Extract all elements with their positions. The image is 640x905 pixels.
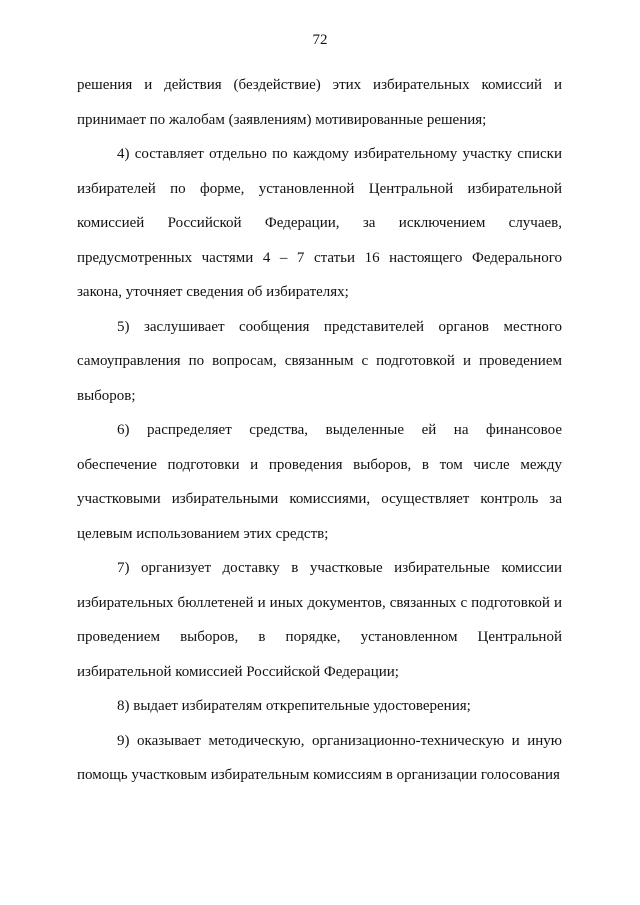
- paragraph-item-4: 4) составляет отдельно по каждому избирательному участку списки избирателей по форме, установленной Центральной избирательной комиссией Российской Федерации, за исключением случаев, предусмотренных частями 4 – 7 статьи 16 настоящего Федерального закона, уточняет сведения об избирателях;: [77, 146, 562, 300]
- page-number: 72: [312, 32, 328, 48]
- paragraph-continued: решения и действия (бездействие) этих избирательных комиссий и принимает по жалобам (заявлениям) мотивированные решения;: [77, 77, 562, 128]
- paragraph-item-8: 8) выдает избирателям открепительные удостоверения;: [117, 698, 471, 714]
- paragraph-item-9: 9) оказывает методическую, организационно-техническую и иную помощь участковым избирательным комиссиям в организации голосования: [77, 732, 562, 783]
- paragraph-item-6: 6) распределяет средства, выделенные ей на финансовое обеспечение подготовки и проведения выборов, в том числе между участковыми избирательными комиссиями, осуществляет контроль за целевым использованием этих средств;: [77, 422, 562, 542]
- document-body: [77, 68, 562, 793]
- paragraph-item-5: 5) заслушивает сообщения представителей органов местного самоуправления по вопросам, связанным с подготовкой и проведением выборов;: [77, 318, 562, 404]
- paragraph-item-7: 7) организует доставку в участковые избирательные комиссии избирательных бюллетеней и иных документов, связанных с подготовкой и проведением выборов, в порядке, установленном Центральной избирательной комиссией Российской Федерации;: [77, 560, 562, 680]
